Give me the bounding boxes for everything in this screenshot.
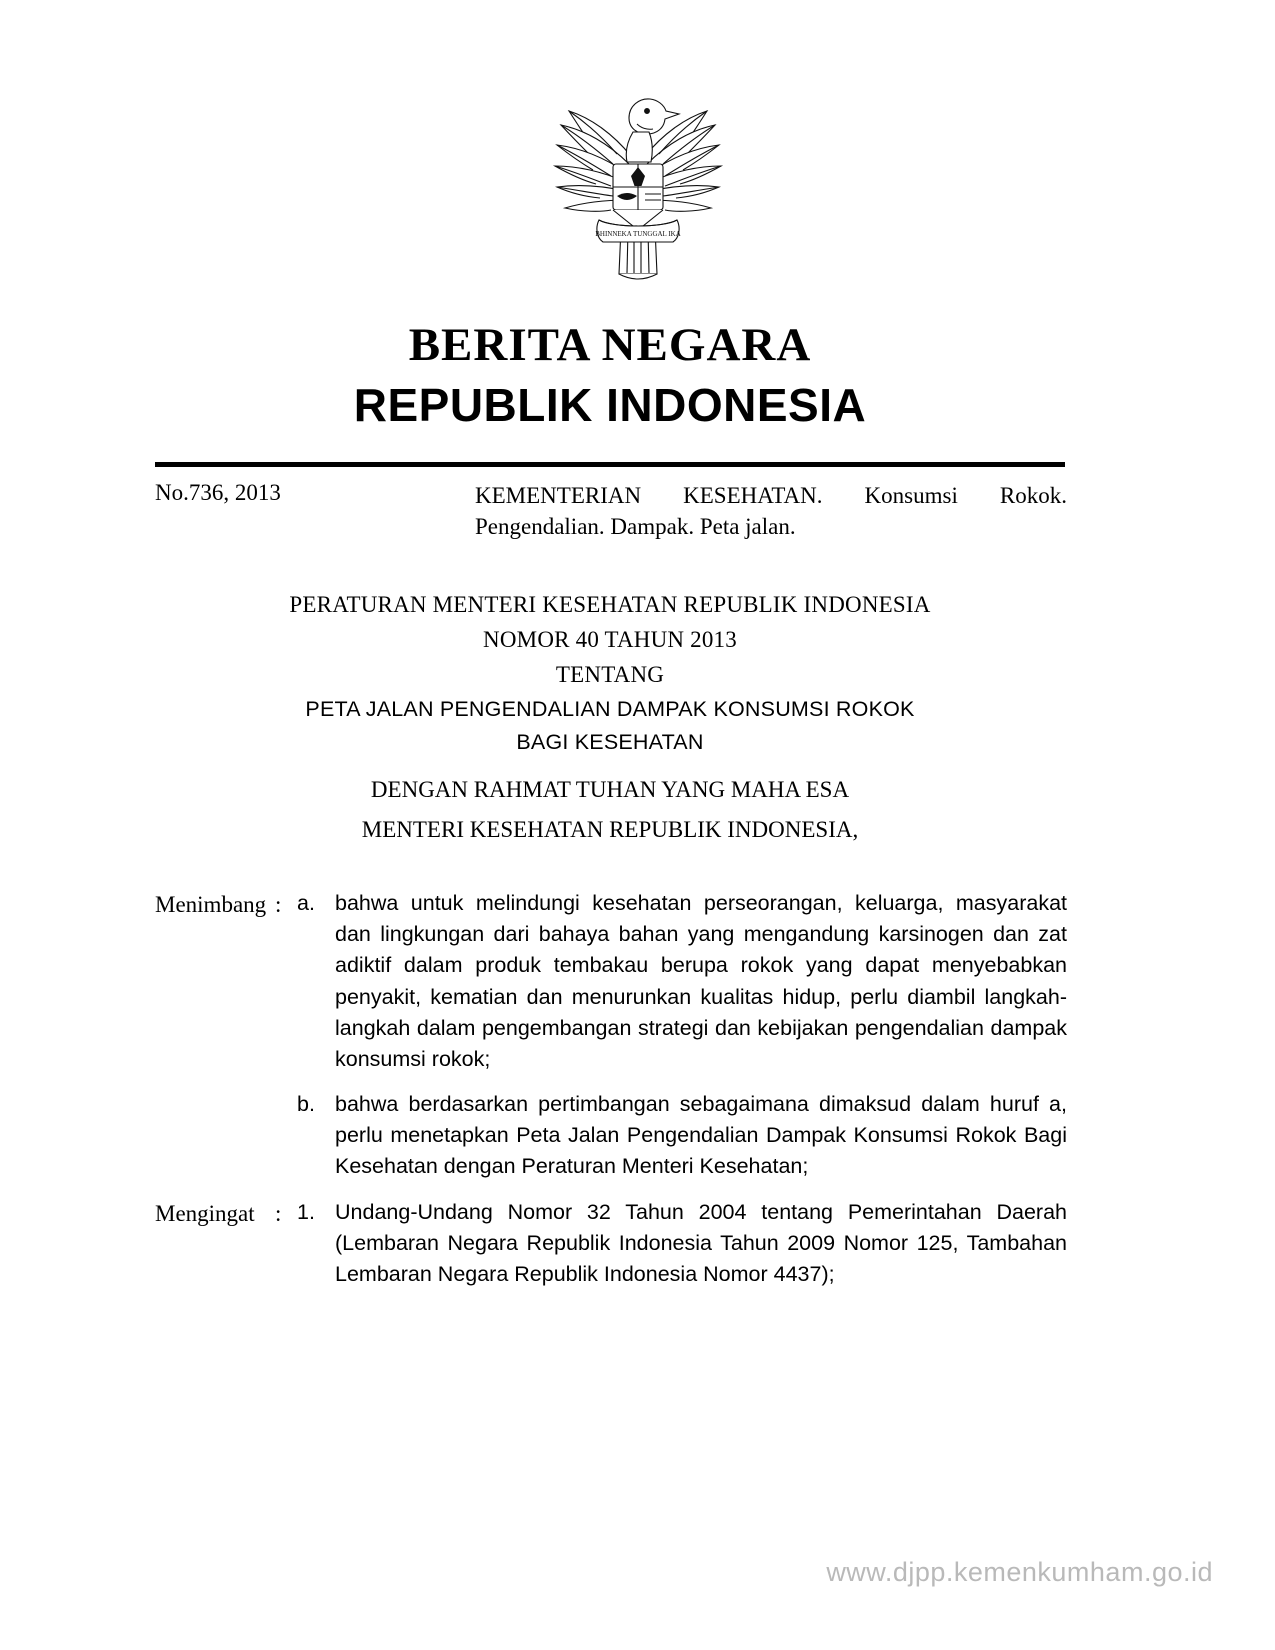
emblem-container bbox=[0, 78, 1275, 298]
clause-item bbox=[155, 1089, 1067, 1183]
clause-item bbox=[155, 1197, 1067, 1291]
emblem-motto-text: BHINNEKA TUNGGAL IKA bbox=[594, 230, 681, 238]
clause-text: Undang-Undang Nomor 32 Tahun 2004 tentang Pemerintahan Daerah (Lembaran Negara Republik Indonesia Tahun 2009 Nomor 125, Tambahan Lembaran Negara Republik Indonesia Nomor 4437); bbox=[335, 1199, 1067, 1286]
clause-marker: 1. bbox=[297, 1199, 315, 1224]
masthead-line-1: BERITA NEGARA bbox=[408, 319, 812, 371]
footer-watermark-url: www.djpp.kemenkumham.go.id bbox=[826, 1557, 1213, 1587]
title-line-2: NOMOR 40 TAHUN 2013 bbox=[483, 626, 737, 652]
gazette-subject-line-1: KEMENTERIAN KESEHATAN. Konsumsi Rokok. bbox=[475, 483, 1067, 508]
clause-colon: : bbox=[275, 892, 282, 917]
clause-marker: b. bbox=[297, 1092, 315, 1117]
clause-colon: : bbox=[275, 1200, 282, 1226]
masthead-divider bbox=[155, 462, 1065, 467]
title-line-3: TENTANG bbox=[555, 661, 665, 687]
regulation-title bbox=[155, 588, 1065, 758]
preamble-line-1: DENGAN RAHMAT TUHAN YANG MAHA ESA bbox=[370, 777, 850, 802]
title-line-1: PERATURAN MENTERI KESEHATAN REPUBLIK INDONESIA bbox=[289, 592, 931, 617]
preamble-line-2: MENTERI KESEHATAN REPUBLIK INDONESIA, bbox=[361, 817, 859, 843]
garuda-pancasila-emblem bbox=[533, 78, 743, 293]
clause-marker: a. bbox=[297, 891, 315, 915]
clause-item bbox=[155, 888, 1067, 1075]
title-line-4: PETA JALAN PENGENDALIAN DAMPAK KONSUMSI ROKOK bbox=[305, 696, 915, 721]
clause-text: bahwa berdasarkan pertimbangan sebagaimana dimaksud dalam huruf a, perlu menetapkan Peta Jalan Pengendalian Dampak Konsumsi Rokok Bagi Kesehatan dengan Peraturan Menteri Kesehatan; bbox=[335, 1092, 1067, 1179]
clause-label: Menimbang bbox=[155, 892, 267, 917]
masthead bbox=[155, 318, 1065, 433]
preamble bbox=[155, 770, 1065, 851]
gazette-number: No.736, 2013 bbox=[155, 480, 281, 505]
clause-text: bahwa untuk melindungi kesehatan perseorangan, keluarga, masyarakat dan lingkungan dari bahaya bahan yang mengandung karsinogen dan zat adiktif dalam produk tembakau berupa rokok yang dapat menyebabkan penyakit, kematian dan menurunkan kualitas hidup, perlu diambil langkah-langkah dalam pengembangan strategi dan kebijakan pengendalian dampak konsumsi rokok; bbox=[335, 891, 1067, 1071]
title-line-5: BAGI KESEHATAN bbox=[516, 729, 704, 754]
gazette-subject-line-2: Pengendalian. Dampak. Peta jalan. bbox=[475, 514, 796, 540]
masthead-line-2: REPUBLIK INDONESIA bbox=[353, 379, 867, 432]
clauses-section bbox=[155, 888, 1067, 1304]
gazette-subject bbox=[475, 480, 1067, 542]
clause-label: Mengingat bbox=[155, 1200, 255, 1226]
